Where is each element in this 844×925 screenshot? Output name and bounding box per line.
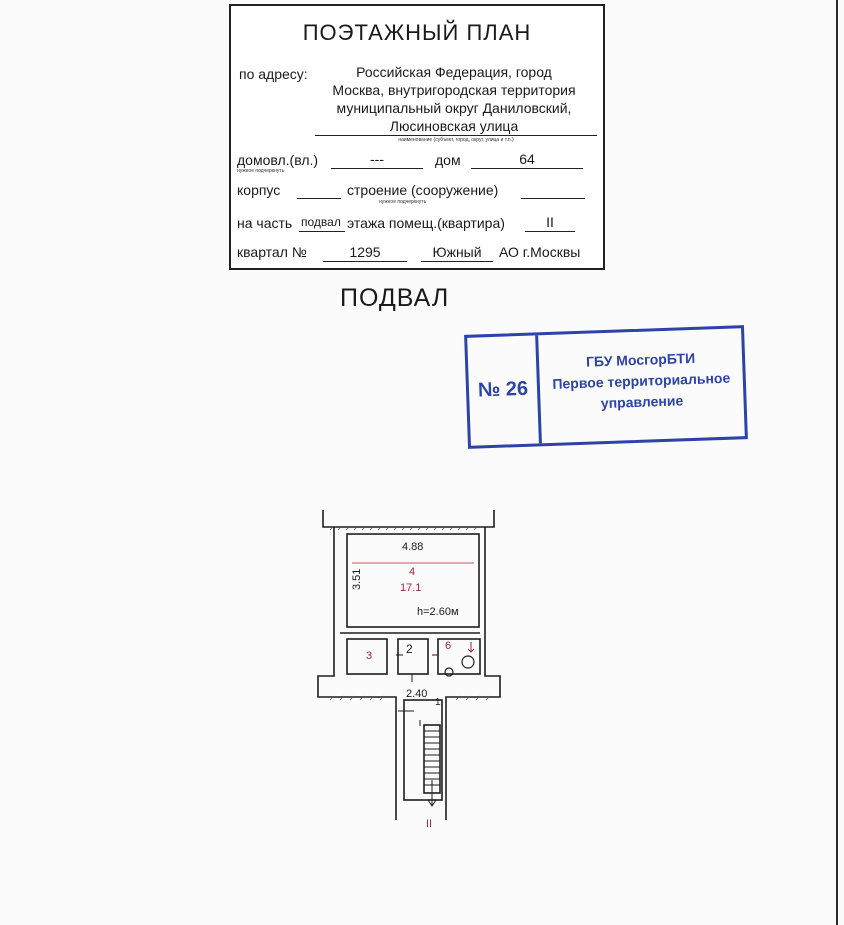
okrug-suffix: АО г.Москвы [499, 244, 581, 260]
stroenie-hint: нужное подчеркнуть [379, 199, 427, 205]
kvartal-value: 1295 [349, 244, 381, 260]
address-line-1: Российская Федерация, город [356, 64, 552, 80]
dom-label: дом [435, 152, 461, 168]
stamp-org-line-2: Первое территориальное [552, 369, 731, 392]
room1-width: 2.40 [406, 688, 428, 700]
room1-number: 1 [435, 697, 441, 708]
address-line-2: Москва, внутригородская территория [332, 82, 576, 98]
apartment-number: II [426, 818, 433, 830]
plan-title: ПОЭТАЖНЫЙ ПЛАН [302, 20, 532, 45]
floor-title: ПОДВАЛ [340, 284, 450, 312]
address-label: по адресу: [239, 66, 308, 82]
part-label: на часть [237, 215, 293, 231]
floor-label: этажа помещ.(квартира) [347, 215, 505, 231]
floor-value: II [546, 214, 554, 230]
kvartal-label: квартал № [237, 244, 307, 260]
room2-number: 2 [406, 642, 413, 656]
okrug-value: Южный [432, 244, 482, 260]
stamp-number: № 26 [477, 377, 529, 402]
room6-number: 6 [445, 640, 452, 652]
room4-number: 4 [409, 566, 416, 578]
room3-number: 3 [366, 650, 373, 662]
part-value: подвал [301, 215, 341, 229]
domovl-label: домовл.(вл.) [237, 152, 319, 168]
domovl-hint: нужное подчеркнуть [237, 168, 285, 174]
stroenie-label: строение (сооружение) [347, 182, 499, 198]
domovl-value: --- [370, 151, 384, 167]
dom-value: 64 [519, 151, 535, 167]
room4-area: 17.1 [400, 582, 422, 594]
stamp-org-line-1: ГБУ МосгорБТИ [585, 349, 696, 370]
room4-length: 3.51 [351, 568, 363, 590]
address-line-4: Люсиновская улица [389, 118, 519, 134]
address-hint: наименование (субъект, город, округ, улица и т.п.) [398, 137, 514, 143]
address-line-3: муниципальный округ Даниловский, [336, 100, 572, 116]
korpus-label: корпус [237, 182, 281, 198]
stamp-org-line-3: управление [600, 392, 684, 412]
room4-width: 4.88 [402, 541, 424, 553]
room4-height: h=2.60м [417, 606, 459, 618]
